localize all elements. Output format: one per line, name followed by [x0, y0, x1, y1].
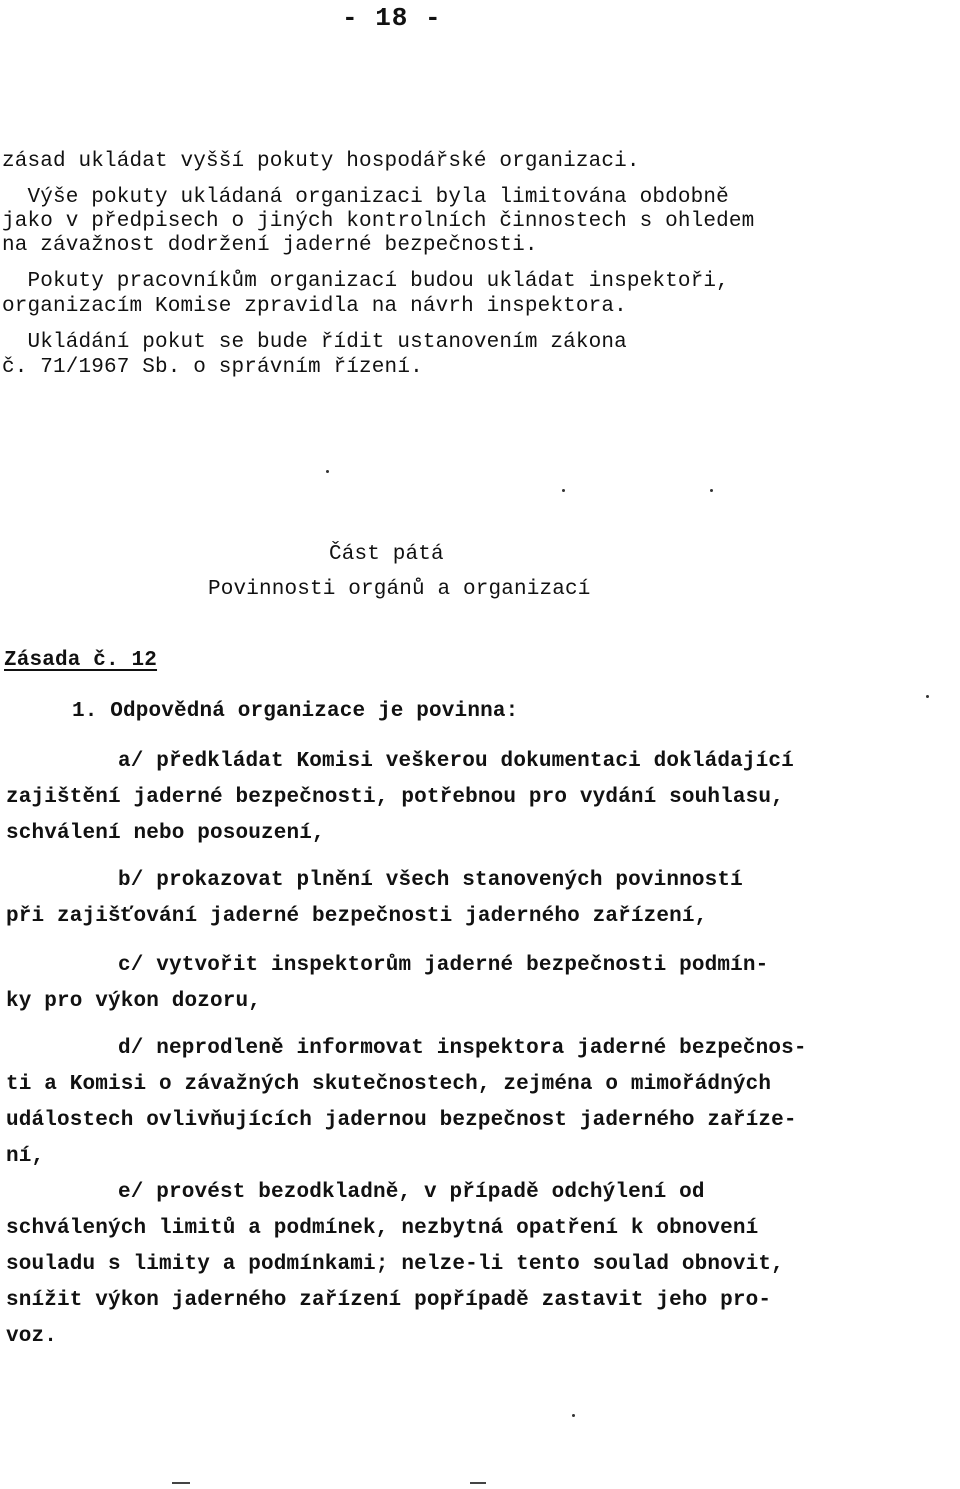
item-line: souladu s limity a podmínkami; nelze-li tento soulad obnovit,: [6, 1253, 784, 1276]
item-line: c/ vytvořit inspektorům jaderné bezpečnosti podmín-: [118, 954, 769, 977]
text-line: Výše pokuty ukládaná organizaci byla limitována obdobně: [2, 186, 729, 209]
item-line: schválení nebo posouzení,: [6, 822, 325, 845]
item-line: událostech ovlivňujících jadernou bezpečnost jaderného zaříze-: [6, 1109, 797, 1132]
section-title: Část pátá: [329, 543, 444, 566]
item-line: ní,: [6, 1145, 45, 1168]
item-line: zajištění jaderné bezpečnosti, potřebnou pro vydání souhlasu,: [6, 786, 784, 809]
item-line: b/ prokazovat plnění všech stanovených povinností: [118, 869, 743, 892]
item-line: při zajišťování jaderné bezpečnosti jaderného zařízení,: [6, 905, 708, 928]
item-line: voz.: [6, 1325, 58, 1348]
text-line: č. 71/1967 Sb. o správním řízení.: [2, 356, 423, 379]
text-line: na závažnost dodržení jaderné bezpečnosti.: [2, 234, 538, 257]
item-line: snížit výkon jaderného zařízení popřípadě zastavit jeho pro-: [6, 1289, 772, 1312]
text-line: Ukládání pokut se bude řídit ustanovením zákona: [2, 331, 627, 354]
text-line: Pokuty pracovníkům organizací budou ukládat inspektoři,: [2, 270, 729, 293]
item-line: schválených limitů a podmínek, nezbytná opatření k obnovení: [6, 1217, 759, 1240]
section-subtitle: Povinnosti orgánů a organizací: [208, 578, 591, 601]
text-line: zásad ukládat vyšší pokuty hospodářské organizaci.: [2, 150, 640, 173]
scan-speck: [926, 695, 929, 698]
item-line: e/ provést bezodkladně, v případě odchýlení od: [118, 1181, 705, 1204]
text-line: organizacím Komise zpravidla na návrh inspektora.: [2, 295, 627, 318]
scan-speck: [562, 489, 565, 492]
scan-speck: [326, 470, 329, 473]
item-line: d/ neprodleně informovat inspektora jaderné bezpečnos-: [118, 1037, 807, 1060]
principle-intro: 1. Odpovědná organizace je povinna:: [72, 700, 519, 723]
scan-speck: [710, 489, 713, 492]
principle-heading: Zásada č. 12: [4, 649, 158, 672]
scan-mark: [172, 1482, 190, 1484]
item-line: ky pro výkon dozoru,: [6, 990, 262, 1013]
item-line: a/ předkládat Komisi veškerou dokumentaci dokládající: [118, 750, 794, 773]
item-line: ti a Komisi o závažných skutečnostech, zejména o mimořádných: [6, 1073, 772, 1096]
page-number: - 18 -: [342, 3, 442, 33]
text-line: jako v předpisech o jiných kontrolních činnostech s ohledem: [2, 210, 755, 233]
scan-speck: [572, 1414, 575, 1417]
scan-mark: [470, 1482, 486, 1484]
